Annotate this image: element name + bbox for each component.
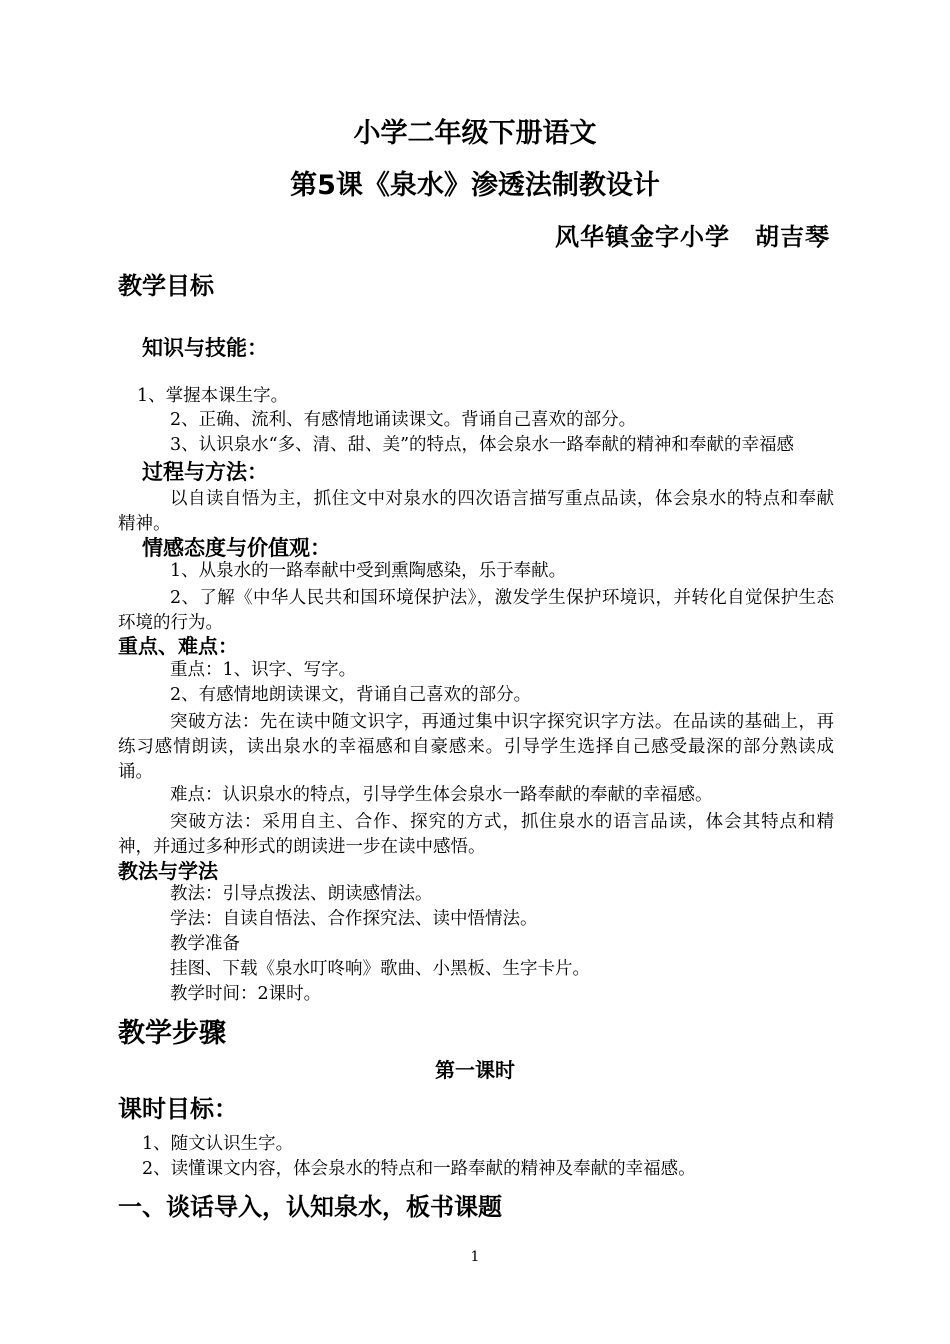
key-point-method: 突破方法：先在读中随文识字，再通过集中识字探究识字方法。在品读的基础上，再练习感情朗读，读出泉水的幸福感和自豪感来。引导学生选择自己感受最深的部分熟读成诵。 xyxy=(118,712,834,782)
key-point-2: 2、有感情地朗读课文，背诵自己喜欢的部分。 xyxy=(170,685,532,705)
heading-process-method: 过程与方法： xyxy=(142,460,268,484)
title-line-2: 第5课《泉水》渗透法制教设计 xyxy=(290,170,660,201)
teaching-preparation-items: 挂图、下载《泉水叮咚响》歌曲、小黑板、生字卡片。 xyxy=(170,959,590,979)
heading-key-difficult-points: 重点、难点： xyxy=(118,634,238,658)
knowledge-item-1: 1、掌握本课生字。 xyxy=(137,386,289,406)
teaching-method: 教法：引导点拨法、朗读感情法。 xyxy=(170,884,433,904)
teaching-preparation-label: 教学准备 xyxy=(170,934,240,954)
heading-emotion-values: 情感态度与价值观： xyxy=(142,536,331,560)
heading-teaching-steps: 教学步骤 xyxy=(118,1018,226,1049)
teaching-time: 教学时间：2课时。 xyxy=(170,984,322,1004)
heading-teaching-objectives: 教学目标 xyxy=(118,272,214,300)
key-point-1: 重点：1、识字、写字。 xyxy=(170,660,357,680)
process-paragraph: 以自读自悟为主，抓住文中对泉水的四次语言描写重点品读，体会泉水的特点和奉献精神。 xyxy=(118,489,834,534)
heading-lesson-goals: 课时目标： xyxy=(118,1095,238,1123)
emotion-item-1: 1、从泉水的一路奉献中受到熏陶感染，乐于奉献。 xyxy=(170,561,567,581)
page-number: 1 xyxy=(470,1249,480,1265)
knowledge-item-2: 2、正确、流利、有感情地诵读课文。背诵自己喜欢的部分。 xyxy=(170,410,637,430)
heading-section-1: 一、谈话导入，认知泉水，板书课题 xyxy=(118,1193,502,1221)
difficult-point-method: 突破方法：采用自主、合作、探究的方式，抓住泉水的语言品读，体会其特点和精神，并通过多种形式的朗读进一步在读中感悟。 xyxy=(118,812,834,857)
lesson-goal-2: 2、读懂课文内容，体会泉水的特点和一路奉献的精神及奉献的幸福感。 xyxy=(142,1159,696,1179)
title-line-1: 小学二年级下册语文 xyxy=(353,118,597,149)
learning-method: 学法：自读自悟法、合作探究法、读中悟情法。 xyxy=(170,909,538,929)
lesson-period-1: 第一课时 xyxy=(435,1058,515,1082)
knowledge-item-3: 3、认识泉水“多、清、甜、美”的特点，体会泉水一路奉献的精神和奉献的幸福感 xyxy=(170,435,795,455)
heading-knowledge-skills: 知识与技能： xyxy=(142,336,268,360)
emotion-item-2: 2、了解《中华人民共和国环境保护法》，激发学生保护环境识，并转化自觉保护生态环境的行为。 xyxy=(118,588,834,633)
author-line: 风华镇金字小学 胡吉琴 xyxy=(555,222,830,251)
lesson-goal-1: 1、随文认识生字。 xyxy=(142,1134,294,1154)
difficult-point: 难点：认识泉水的特点，引导学生体会泉水一路奉献的奉献的幸福感。 xyxy=(170,785,713,805)
heading-teaching-learning-methods: 教法与学法 xyxy=(118,859,218,883)
